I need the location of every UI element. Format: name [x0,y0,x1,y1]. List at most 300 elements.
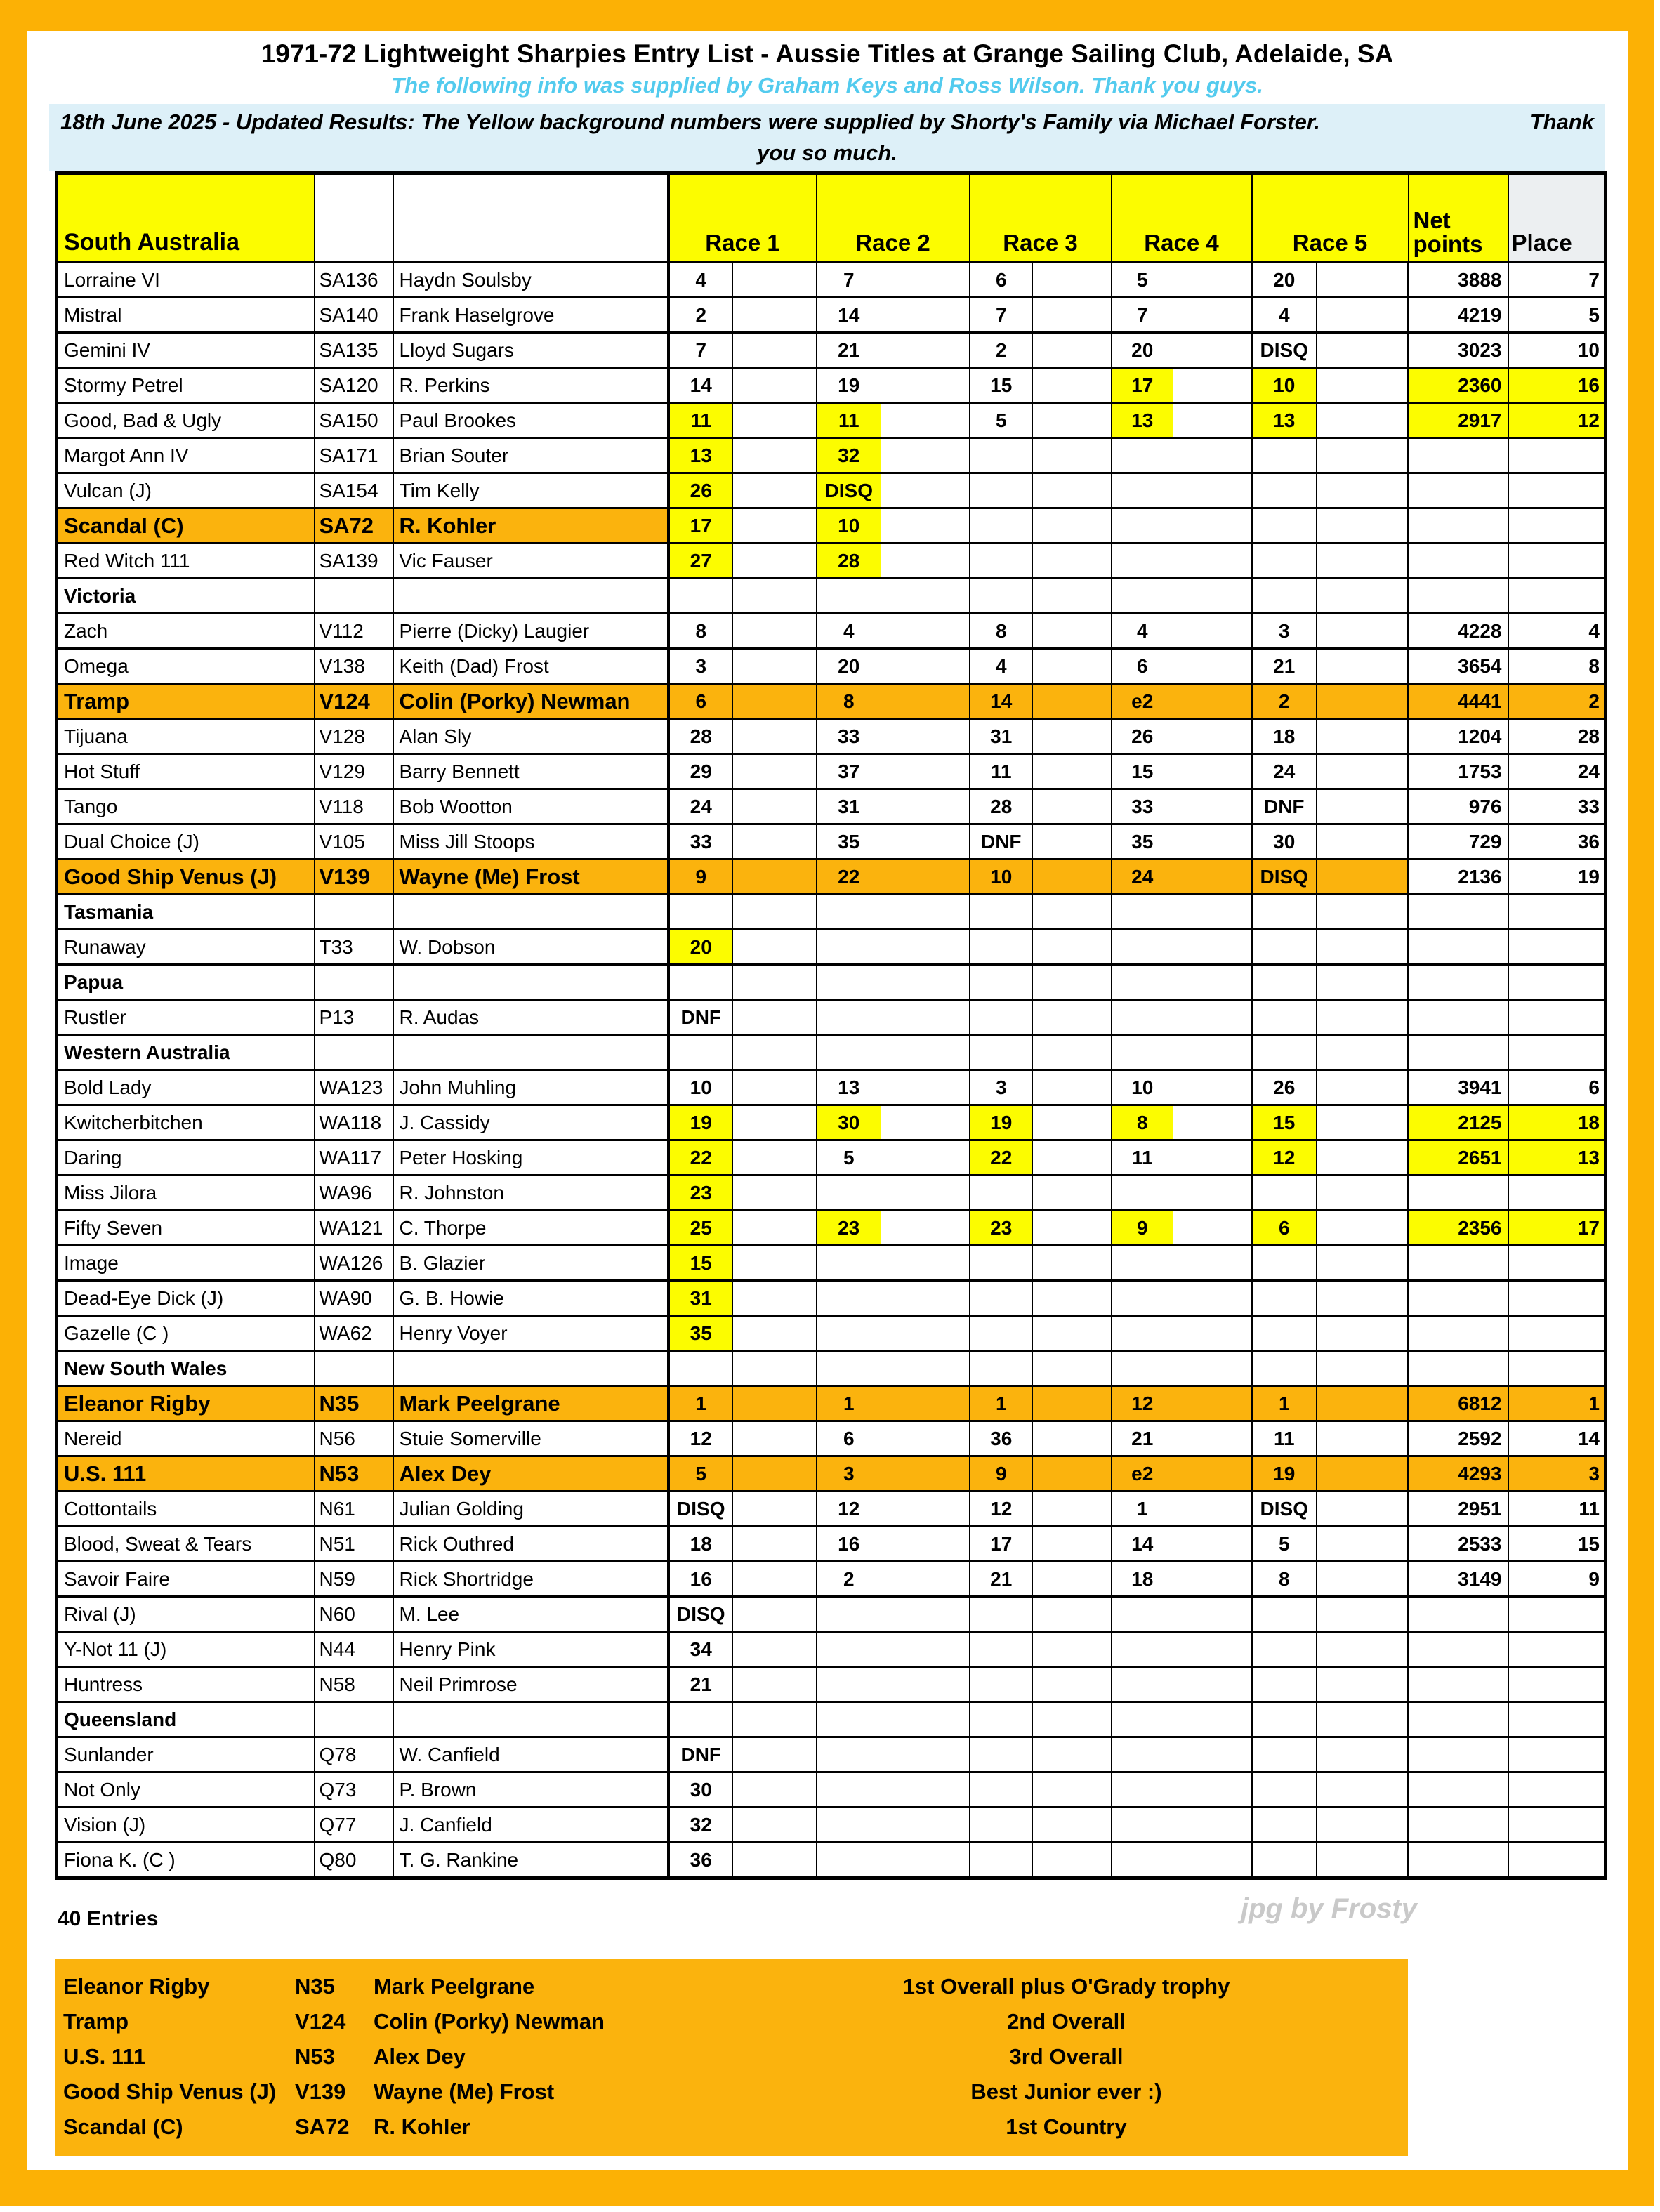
race-value-cell [1112,1000,1173,1035]
race-gap-cell [1317,1702,1409,1737]
sail-cell: SA72 [315,508,393,544]
entry-row [57,1316,1606,1351]
race-gap-cell [1033,930,1112,965]
sail-cell: WA121 [315,1211,393,1246]
race-value-cell: 18 [1112,1562,1173,1597]
boat-cell: Red Witch 111 [57,544,315,579]
race-value-cell: 5 [1252,1527,1317,1562]
net-points-cell: 4228 [1409,614,1508,649]
boat-cell: Dual Choice (J) [57,824,315,860]
race-value-cell [1112,1737,1173,1772]
entry-row [57,1492,1606,1527]
net-points-cell [1409,1808,1508,1843]
race-gap-cell [1317,1632,1409,1667]
race-value-cell: 23 [668,1176,733,1211]
race-value-cell: 19 [970,1105,1033,1140]
race-value-cell: 36 [668,1843,733,1878]
summary-row [55,2074,1408,2109]
sail-cell: WA96 [315,1176,393,1211]
race-gap-cell [1033,1070,1112,1105]
net-points-cell: 2592 [1409,1421,1508,1456]
entry-row [57,1597,1606,1632]
race-value-cell [817,1632,881,1667]
race-gap-cell [1033,1386,1112,1421]
sail-cell [315,1351,393,1386]
race-gap-cell [733,473,817,508]
race-gap-cell [1173,1386,1252,1421]
boat-cell: Image [57,1246,315,1281]
race-gap-cell [881,368,970,403]
summary-award: 3rd Overall [1009,2044,1124,2069]
skipper-cell [393,579,668,614]
race-value-cell [1252,1632,1317,1667]
race-value-cell: 32 [668,1808,733,1843]
race-value-cell: 23 [817,1211,881,1246]
race-gap-cell [1033,719,1112,754]
entry-row [57,754,1606,789]
race-value-cell: DISQ [1252,333,1317,368]
race-gap-cell [1317,508,1409,544]
race-value-cell: DISQ [1252,860,1317,895]
race-value-cell [1252,1351,1317,1386]
race-gap-cell [1173,895,1252,930]
boat-cell: Savoir Faire [57,1562,315,1597]
sail-cell: N60 [315,1597,393,1632]
race-value-cell: 11 [668,403,733,438]
race-value-cell: 15 [1112,754,1173,789]
race-gap-cell [881,1527,970,1562]
race-gap-cell [881,1035,970,1070]
race-value-cell: 13 [817,1070,881,1105]
race-value-cell: 13 [668,438,733,473]
place-cell: 6 [1508,1070,1606,1105]
race-gap-cell [1033,1702,1112,1737]
race-gap-cell [733,965,817,1000]
sail-cell: N58 [315,1667,393,1702]
race-value-cell [1252,1808,1317,1843]
place-cell [1508,1597,1606,1632]
race-value-cell [1252,1702,1317,1737]
place-header-cell: Place [1508,173,1606,263]
place-cell [1508,544,1606,579]
sail-cell: V112 [315,614,393,649]
watermark-text: jpg by Frosty [1240,1893,1417,1924]
race-value-cell [1112,895,1173,930]
race-gap-cell [733,368,817,403]
place-cell [1508,1667,1606,1702]
race-gap-cell [881,579,970,614]
place-cell [1508,1351,1606,1386]
race-value-cell: DNF [668,1000,733,1035]
race-value-cell [668,1035,733,1070]
race-gap-cell [1033,1351,1112,1386]
sail-header-cell [315,173,393,263]
race-value-cell: 21 [1252,649,1317,684]
race-value-cell: DISQ [817,473,881,508]
update-banner-line1 [49,110,1605,135]
race-gap-cell [1033,1667,1112,1702]
race-gap-cell [1173,1316,1252,1351]
race-value-cell [1112,1035,1173,1070]
sail-cell: Q78 [315,1737,393,1772]
skipper-cell: Colin (Porky) Newman [393,684,668,719]
race-gap-cell [733,614,817,649]
race-value-cell [817,1702,881,1737]
race-gap-cell [1033,544,1112,579]
entry-row [57,1246,1606,1281]
race-gap-cell [1317,403,1409,438]
sail-cell: N35 [315,1386,393,1421]
place-cell [1508,895,1606,930]
results-table-head [57,173,1606,263]
race-gap-cell [733,544,817,579]
race-value-cell [817,1737,881,1772]
net-points-cell: 2356 [1409,1211,1508,1246]
place-cell: 4 [1508,614,1606,649]
sail-cell [315,1035,393,1070]
race-gap-cell [881,1808,970,1843]
race-header-cell: Race 3 [970,173,1112,263]
race-value-cell: 30 [668,1772,733,1808]
race-header-cell: Race 4 [1112,173,1252,263]
net-points-cell: 4219 [1409,298,1508,333]
sail-cell: WA123 [315,1070,393,1105]
race-gap-cell [733,930,817,965]
race-value-cell: DNF [668,1737,733,1772]
race-gap-cell [881,403,970,438]
sail-cell: WA126 [315,1246,393,1281]
race-value-cell [817,895,881,930]
place-cell: 5 [1508,298,1606,333]
race-header-cell: Race 5 [1252,173,1409,263]
sail-cell: V129 [315,754,393,789]
race-value-cell: 14 [668,368,733,403]
net-points-cell: 1204 [1409,719,1508,754]
race-gap-cell [1317,649,1409,684]
race-gap-cell [881,1140,970,1176]
sail-cell: V105 [315,824,393,860]
race-gap-cell [1317,1527,1409,1562]
race-value-cell: 4 [1252,298,1317,333]
net-points-cell: 2136 [1409,860,1508,895]
race-value-cell: 1 [1252,1386,1317,1421]
race-value-cell: 35 [1112,824,1173,860]
summary-award: 1st Country [1006,2114,1127,2139]
race-gap-cell [1317,1070,1409,1105]
entry-row [57,789,1606,824]
net-points-header-cell: Net points [1409,173,1508,263]
race-gap-cell [881,1246,970,1281]
race-value-cell [1252,1035,1317,1070]
race-gap-cell [733,789,817,824]
race-gap-cell [1173,719,1252,754]
race-value-cell: 21 [970,1562,1033,1597]
race-gap-cell [1033,860,1112,895]
race-value-cell [817,930,881,965]
entry-row [57,1667,1606,1702]
race-gap-cell [733,1808,817,1843]
skipper-cell: W. Canfield [393,1737,668,1772]
race-gap-cell [1317,789,1409,824]
boat-cell: Nereid [57,1421,315,1456]
race-gap-cell [733,438,817,473]
race-value-cell: 8 [970,614,1033,649]
boat-cell: Zach [57,614,315,649]
race-gap-cell [881,1316,970,1351]
entry-row [57,1772,1606,1808]
race-gap-cell [1317,860,1409,895]
race-value-cell [970,1597,1033,1632]
skipper-cell: C. Thorpe [393,1211,668,1246]
place-cell: 33 [1508,789,1606,824]
net-points-cell: 3941 [1409,1070,1508,1105]
race-value-cell: 32 [817,438,881,473]
section-label-cell: Tasmania [57,895,315,930]
net-points-cell [1409,1316,1508,1351]
race-gap-cell [1033,754,1112,789]
boat-cell: Dead-Eye Dick (J) [57,1281,315,1316]
race-gap-cell [1317,1492,1409,1527]
place-cell [1508,1316,1606,1351]
race-value-cell: 24 [668,789,733,824]
race-value-cell [1252,1281,1317,1316]
race-gap-cell [1317,1597,1409,1632]
race-value-cell: 7 [668,333,733,368]
race-value-cell [970,1772,1033,1808]
boat-cell: Not Only [57,1772,315,1808]
race-value-cell: 36 [970,1421,1033,1456]
race-gap-cell [881,262,970,298]
race-gap-cell [1173,649,1252,684]
race-gap-cell [881,1772,970,1808]
sail-cell: N51 [315,1527,393,1562]
race-gap-cell [1173,1105,1252,1140]
place-cell [1508,1702,1606,1737]
race-value-cell [817,1035,881,1070]
race-value-cell [1252,1667,1317,1702]
skipper-cell: Barry Bennett [393,754,668,789]
race-gap-cell [733,1000,817,1035]
entry-row [57,1105,1606,1140]
race-value-cell: 20 [1252,262,1317,298]
race-value-cell: 2 [668,298,733,333]
boat-cell: Cottontails [57,1492,315,1527]
net-points-cell [1409,930,1508,965]
summary-row [55,2004,1408,2039]
race-gap-cell [881,1632,970,1667]
race-value-cell: 5 [668,1456,733,1492]
race-value-cell: 29 [668,754,733,789]
net-points-cell [1409,1246,1508,1281]
race-gap-cell [1173,684,1252,719]
race-value-cell: 37 [817,754,881,789]
race-value-cell [970,1808,1033,1843]
skipper-cell: T. G. Rankine [393,1843,668,1878]
race-value-cell: 11 [1112,1140,1173,1176]
race-value-cell [817,1246,881,1281]
place-cell: 36 [1508,824,1606,860]
race-value-cell [1112,473,1173,508]
race-gap-cell [1173,614,1252,649]
sail-cell [315,1702,393,1737]
race-value-cell [1112,930,1173,965]
race-value-cell: 1 [668,1386,733,1421]
race-value-cell: 31 [668,1281,733,1316]
place-cell [1508,1176,1606,1211]
race-gap-cell [1317,1246,1409,1281]
race-value-cell [817,1667,881,1702]
net-points-cell: 2125 [1409,1105,1508,1140]
place-cell: 19 [1508,860,1606,895]
race-gap-cell [1033,1527,1112,1562]
skipper-cell: Rick Shortridge [393,1562,668,1597]
net-points-cell [1409,508,1508,544]
place-cell: 1 [1508,1386,1606,1421]
race-gap-cell [881,1597,970,1632]
race-value-cell [817,1000,881,1035]
sail-cell: V138 [315,649,393,684]
summary-boat: U.S. 111 [63,2044,146,2069]
net-points-cell: 3149 [1409,1562,1508,1597]
boat-cell: Miss Jilora [57,1176,315,1211]
race-value-cell [1252,1597,1317,1632]
race-value-cell [1252,1843,1317,1878]
net-points-cell: 976 [1409,789,1508,824]
section-row [57,965,1606,1000]
place-cell [1508,473,1606,508]
sail-cell [315,579,393,614]
net-points-cell [1409,1772,1508,1808]
race-value-cell: e2 [1112,684,1173,719]
boat-cell: Margot Ann IV [57,438,315,473]
race-gap-cell [733,1737,817,1772]
summary-sail: N35 [295,1974,335,1999]
race-gap-cell [1173,1176,1252,1211]
net-points-cell: 2917 [1409,403,1508,438]
boat-cell: Good, Bad & Ugly [57,403,315,438]
sail-cell: V139 [315,860,393,895]
place-cell: 11 [1508,1492,1606,1527]
entry-row [57,508,1606,544]
race-value-cell: 6 [1112,649,1173,684]
race-value-cell: 5 [1112,262,1173,298]
race-gap-cell [733,1246,817,1281]
race-gap-cell [881,1351,970,1386]
race-value-cell: 4 [817,614,881,649]
place-cell: 7 [1508,262,1606,298]
entry-row [57,1737,1606,1772]
race-gap-cell [1317,1105,1409,1140]
race-gap-cell [881,1105,970,1140]
sail-cell: SA135 [315,333,393,368]
net-points-cell: 4441 [1409,684,1508,719]
race-gap-cell [1317,1386,1409,1421]
race-value-cell: 8 [668,614,733,649]
boat-cell: Lorraine VI [57,262,315,298]
race-value-cell [970,1351,1033,1386]
race-gap-cell [1317,754,1409,789]
race-gap-cell [733,1667,817,1702]
race-value-cell [1252,930,1317,965]
race-value-cell [668,895,733,930]
race-gap-cell [733,1176,817,1211]
race-gap-cell [1317,614,1409,649]
place-cell: 14 [1508,1421,1606,1456]
race-value-cell: 15 [668,1246,733,1281]
boat-cell: Y-Not 11 (J) [57,1632,315,1667]
race-value-cell: 13 [1112,403,1173,438]
race-value-cell: 34 [668,1632,733,1667]
race-gap-cell [1317,719,1409,754]
race-value-cell: 22 [817,860,881,895]
race-value-cell: 17 [1112,368,1173,403]
sail-cell: SA154 [315,473,393,508]
race-value-cell: 30 [1252,824,1317,860]
skipper-cell: R. Johnston [393,1176,668,1211]
race-gap-cell [733,1702,817,1737]
place-cell [1508,930,1606,965]
race-value-cell: 30 [817,1105,881,1140]
race-value-cell [1252,508,1317,544]
race-gap-cell [1317,1843,1409,1878]
race-gap-cell [733,1597,817,1632]
race-gap-cell [1173,754,1252,789]
skipper-cell: Henry Voyer [393,1316,668,1351]
sail-cell: V118 [315,789,393,824]
race-gap-cell [881,789,970,824]
skipper-cell: Paul Brookes [393,403,668,438]
race-value-cell [970,1632,1033,1667]
race-gap-cell [1317,1281,1409,1316]
race-gap-cell [733,1632,817,1667]
race-value-cell [1252,544,1317,579]
race-gap-cell [881,1000,970,1035]
race-gap-cell [733,1456,817,1492]
race-value-cell: 19 [668,1105,733,1140]
skipper-cell: R. Audas [393,1000,668,1035]
summary-sail: V124 [295,2009,346,2034]
race-gap-cell [1173,930,1252,965]
race-value-cell: 33 [668,824,733,860]
race-value-cell: 24 [1112,860,1173,895]
race-value-cell [1112,1597,1173,1632]
race-gap-cell [1033,1843,1112,1878]
race-gap-cell [1173,789,1252,824]
net-points-cell: 3888 [1409,262,1508,298]
race-gap-cell [1173,1632,1252,1667]
race-gap-cell [1317,965,1409,1000]
section-label-cell: Western Australia [57,1035,315,1070]
skipper-cell: Miss Jill Stoops [393,824,668,860]
race-gap-cell [1173,1492,1252,1527]
race-value-cell [1252,895,1317,930]
race-gap-cell [881,860,970,895]
place-cell [1508,438,1606,473]
race-gap-cell [733,684,817,719]
race-gap-cell [1033,1737,1112,1772]
net-points-cell [1409,1281,1508,1316]
skipper-cell: Brian Souter [393,438,668,473]
race-value-cell: 11 [970,754,1033,789]
race-value-cell: 2 [817,1562,881,1597]
race-value-cell: 4 [668,262,733,298]
place-cell [1508,579,1606,614]
race-gap-cell [881,649,970,684]
skipper-cell: Tim Kelly [393,473,668,508]
race-value-cell: 26 [668,473,733,508]
race-gap-cell [733,298,817,333]
race-value-cell: 14 [817,298,881,333]
